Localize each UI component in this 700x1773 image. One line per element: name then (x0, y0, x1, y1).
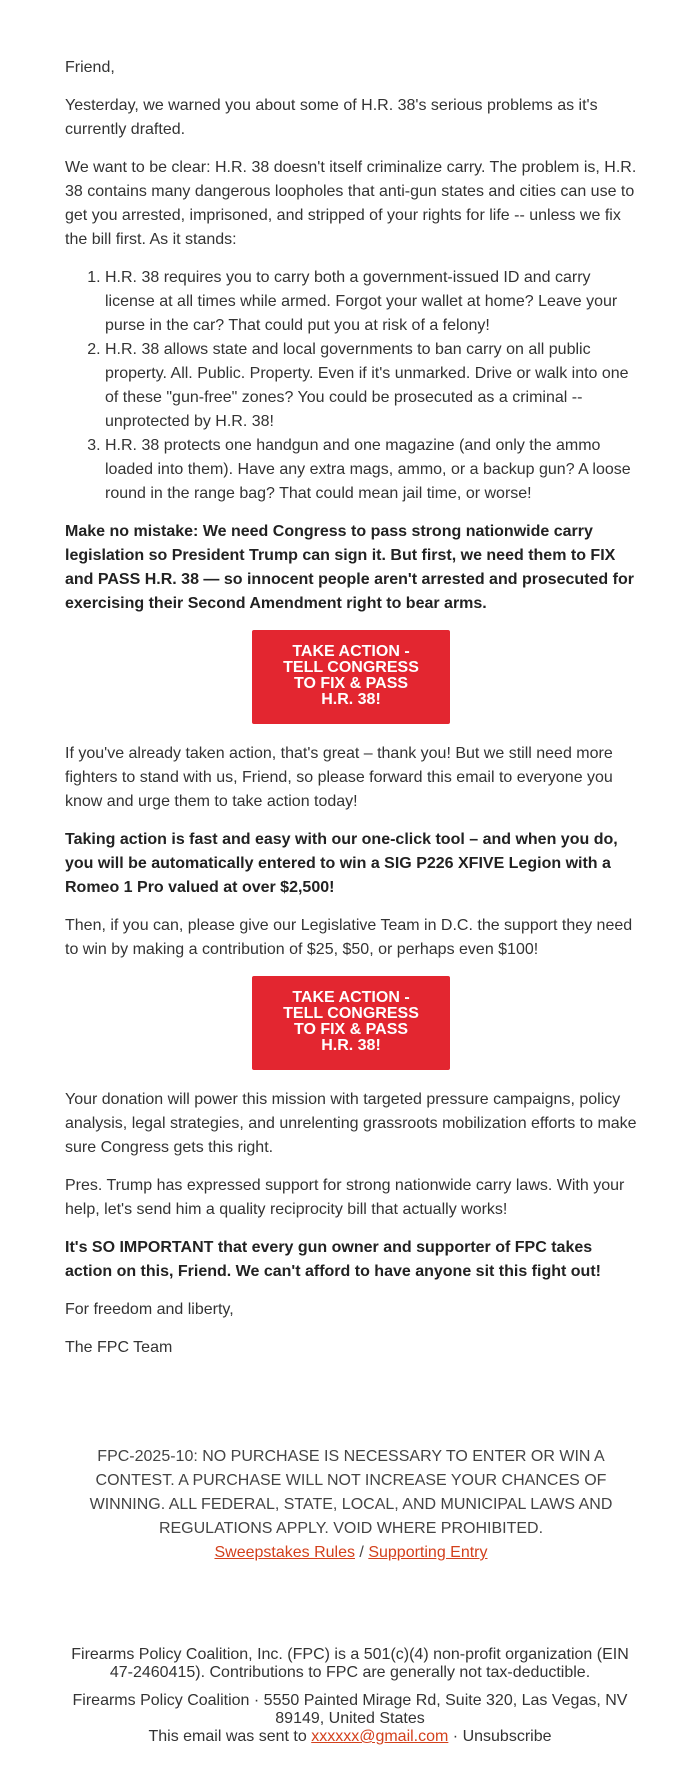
footer (60, 1646, 640, 1746)
footer-address: Firearms Policy Coalition · 5550 Painted Mirage Rd, Suite 320, Las Vegas, NV 89149, United States (72, 1692, 628, 1727)
unsubscribe-link[interactable]: Unsubscribe (462, 1728, 552, 1745)
list-item: 1. H.R. 38 requires you to carry both a government-issued ID and carry license at all times while armed. Forgot your wallet at home? Leave your purse in the car? That could put you at risk of a felony! (105, 266, 637, 338)
paragraph-thank-you: If you've already taken action, that's great – thank you! But we still need more fighters to stand with us, Friend, so please forward this email to everyone you know and urge them to take action today! (65, 745, 613, 810)
bold-statement-sweepstakes: Taking action is fast and easy with our one-click tool – and when you do, you will be automatically entered to win a SIG P226 XFIVE Legion with a Romeo 1 Pro valued at over $2,500! (65, 831, 618, 896)
problems-list (65, 266, 637, 506)
cta-wrapper (65, 630, 637, 724)
paragraph-warning: Yesterday, we warned you about some of H.R. 38's serious problems as it's currently drafted. (65, 97, 598, 138)
cta-line: TAKE ACTION - (292, 643, 410, 660)
take-action-button[interactable] (252, 630, 450, 724)
signoff: For freedom and liberty, (65, 1301, 234, 1318)
bold-statement-important: It's SO IMPORTANT that every gun owner and supporter of FPC takes action on this, Friend. We can't afford to have anyone sit this fight out! (65, 1239, 601, 1280)
paragraph-trump-support: Pres. Trump has expressed support for strong nationwide carry laws. With your help, let's send him a quality reciprocity bill that actually works! (65, 1177, 625, 1218)
paragraph-contribution: Then, if you can, please give our Legislative Team in D.C. the support they need to win by making a contribution of $25, $50, or perhaps even $100! (65, 917, 633, 958)
email-body (65, 56, 637, 1374)
cta-line: TO FIX & PASS (293, 675, 409, 692)
cta-line: TO FIX & PASS (293, 1021, 409, 1038)
supporting-entry-link[interactable]: Supporting Entry (368, 1544, 488, 1561)
paragraph-donation: Your donation will power this mission with targeted pressure campaigns, policy analysis, legal strategies, and unrelenting grassroots mobilization efforts to make sure Congress gets this right. (65, 1091, 637, 1156)
paragraph-loopholes: We want to be clear: H.R. 38 doesn't itself criminalize carry. The problem is, H.R. 38 contains many dangerous loopholes that anti-gun states and cities can use to get you arrested, imprisoned, and stripped of your rights for life -- unless we fix the bill first. As it stands: (65, 159, 637, 248)
recipient-email-link[interactable]: xxxxxx@gmail.com (311, 1728, 449, 1745)
cta-line: TELL CONGRESS (283, 659, 419, 676)
footer-sent-to (60, 1728, 640, 1746)
cta-line: H.R. 38! (321, 1037, 381, 1054)
link-separator: / (354, 1544, 369, 1561)
legal-text: FPC-2025-10: NO PURCHASE IS NECESSARY TO ENTER OR WIN A CONTEST. A PURCHASE WILL NOT INCREASE YOUR CHANCES OF WINNING. ALL FEDERAL, STATE, LOCAL, AND MUNICIPAL LAWS AND REGULATIONS APPLY. VOID WHERE PROHIBITED. (89, 1448, 613, 1537)
unsubscribe-separator: · (448, 1728, 463, 1745)
list-item: 3. H.R. 38 protects one handgun and one magazine (and only the ammo loaded into them). Have any extra mags, ammo, or a backup gun? A loose round in the range bag? That could mean jail time, or worse! (105, 434, 637, 506)
cta-wrapper (65, 976, 637, 1070)
sent-to-prefix: This email was sent to (148, 1728, 312, 1745)
greeting: Friend, (65, 59, 115, 76)
signature: The FPC Team (65, 1339, 173, 1356)
cta-line: TAKE ACTION - (292, 989, 410, 1006)
legal-disclaimer (75, 1445, 627, 1565)
bold-statement-mistake: Make no mistake: We need Congress to pass strong nationwide carry legislation so President Trump can sign it. But first, we need them to FIX and PASS H.R. 38 — so innocent people aren't arrested and prosecuted for exercising their Second Amendment right to bear arms. (65, 523, 634, 612)
list-item: 2. H.R. 38 allows state and local governments to ban carry on all public property. All. Public. Property. Even if it's unmarked. Drive or walk into one of these "gun-free" zones? You could be prosecuted as a criminal -- unprotected by H.R. 38! (105, 338, 637, 434)
cta-line: TELL CONGRESS (283, 1005, 419, 1022)
cta-line: H.R. 38! (321, 691, 381, 708)
sweepstakes-rules-link[interactable]: Sweepstakes Rules (214, 1544, 355, 1561)
footer-org-info: Firearms Policy Coalition, Inc. (FPC) is a 501(c)(4) non-profit organization (EIN 47-2460415). Contributions to FPC are generally not tax-deductible. (71, 1646, 629, 1681)
take-action-button-2[interactable] (252, 976, 450, 1070)
legal-links (75, 1541, 627, 1565)
